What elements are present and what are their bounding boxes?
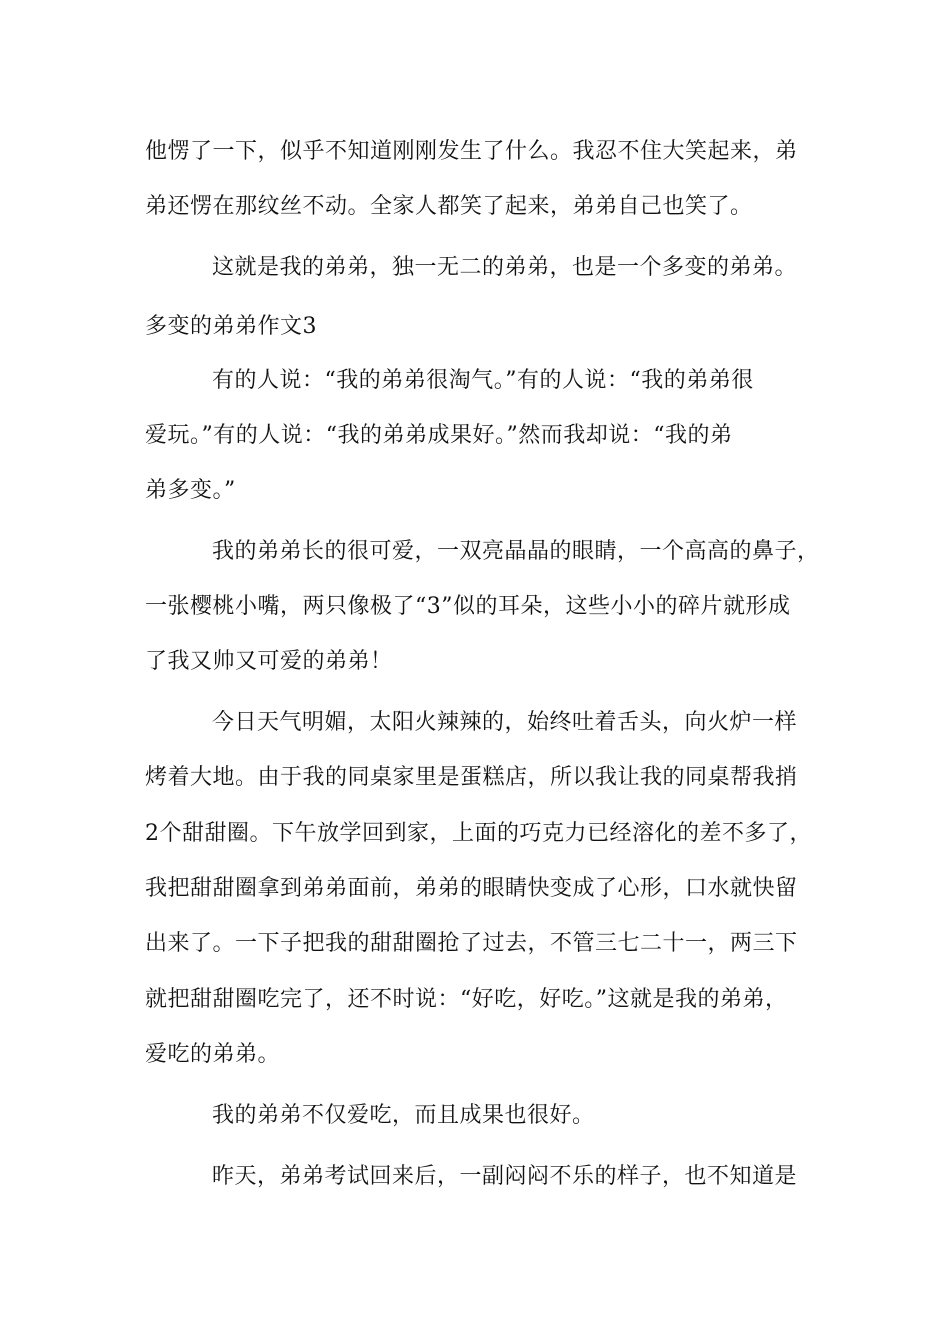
text-line: 这就是我的弟弟，独一无二的弟弟，也是一个多变的弟弟。 xyxy=(212,255,798,280)
text-line: 出来了。一下子把我的甜甜圈抢了过去，不管三七二十一，两三下 xyxy=(145,931,798,956)
text-line: 烤着大地。由于我的同桌家里是蛋糕店，所以我让我的同桌帮我捎 xyxy=(145,765,798,790)
text-line: 弟还愣在那纹丝不动。全家人都笑了起来，弟弟自己也笑了。 xyxy=(145,194,753,219)
text-line: 我把甜甜圈拿到弟弟面前，弟弟的眼睛快变成了心形，口水就快留 xyxy=(145,876,798,901)
text-line: 昨天，弟弟考试回来后，一副闷闷不乐的样子，也不知道是 xyxy=(212,1164,798,1189)
text-line: 有的人说：“我的弟弟很淘气。”有的人说：“我的弟弟很 xyxy=(212,368,754,393)
text-line: 一张樱桃小嘴，两只像极了“3”似的耳朵，这些小小的碎片就形成 xyxy=(145,594,791,619)
text-line: 了我又帅又可爱的弟弟！ xyxy=(145,649,393,674)
text-line: 弟多变。” xyxy=(145,478,236,503)
text-line: 爱玩。”有的人说：“我的弟弟成果好。”然而我却说：“我的弟 xyxy=(145,423,733,448)
text-line: 就把甜甜圈吃完了，还不时说：“好吃，好吃。”这就是我的弟弟， xyxy=(145,987,788,1012)
text-line: 2个甜甜圈。下午放学回到家，上面的巧克力已经溶化的差不多了， xyxy=(145,821,812,846)
text-line: 爱吃的弟弟。 xyxy=(145,1042,281,1067)
text-line: 我的弟弟不仅爱吃，而且成果也很好。 xyxy=(212,1103,595,1128)
text-line: 我的弟弟长的很可爱，一双亮晶晶的眼睛，一个高高的鼻子， xyxy=(212,539,820,564)
text-line: 他愣了一下，似乎不知道刚刚发生了什么。我忍不住大笑起来，弟 xyxy=(145,139,798,164)
section-heading: 多变的弟弟作文3 xyxy=(145,314,317,339)
text-line: 今日天气明媚，太阳火辣辣的，始终吐着舌头，向火炉一样 xyxy=(212,710,798,735)
